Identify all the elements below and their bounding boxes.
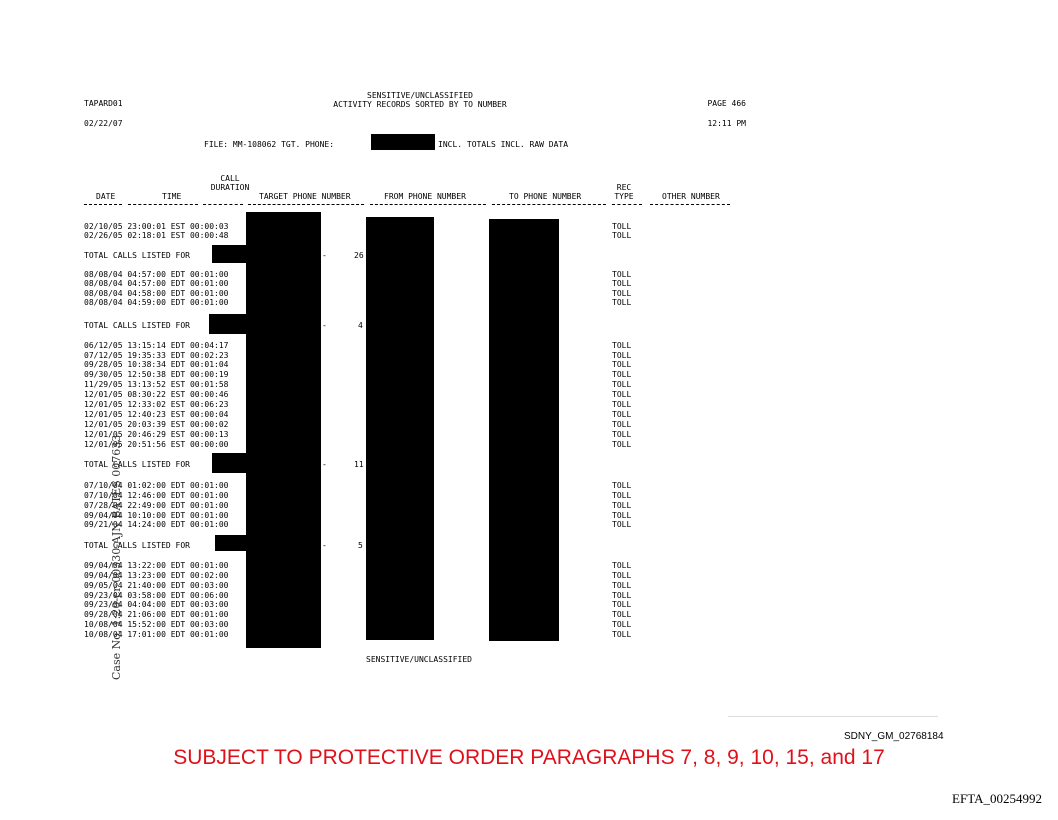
call-row: 08/08/04 04:57:00 EDT 00:01:00 — [84, 279, 229, 288]
rec-type: TOLL — [612, 420, 632, 429]
call-row: 12/01/05 08:30:22 EST 00:00:46 — [84, 390, 229, 399]
rec-type: TOLL — [612, 630, 632, 639]
protective-order-notice: SUBJECT TO PROTECTIVE ORDER PARAGRAPHS 7, 8, 9, 10, 15, and 17 — [173, 746, 885, 769]
redaction-target-phone-column — [246, 212, 321, 648]
rule-duration — [203, 204, 243, 205]
efta-number: EFTA_00254992 — [952, 791, 1042, 806]
rec-type: TOLL — [612, 440, 632, 449]
call-row: 09/28/04 21:06:00 EDT 00:01:00 — [84, 610, 229, 619]
call-row: 09/21/04 14:24:00 EDT 00:01:00 — [84, 520, 229, 529]
rec-type: TOLL — [612, 370, 632, 379]
call-row: 12/01/05 12:40:23 EST 00:00:04 — [84, 410, 229, 419]
total-dash: - — [322, 251, 327, 260]
total-dash: - — [322, 541, 327, 550]
redaction-from-phone-column — [366, 217, 434, 640]
report-title: ACTIVITY RECORDS SORTED BY TO NUMBER — [333, 100, 507, 109]
rec-type: TOLL — [612, 360, 632, 369]
rec-type: TOLL — [612, 561, 632, 570]
rec-type: TOLL — [612, 222, 632, 231]
rec-type: TOLL — [612, 591, 632, 600]
rec-type: TOLL — [612, 410, 632, 419]
rec-type: TOLL — [612, 270, 632, 279]
rec-type: TOLL — [612, 380, 632, 389]
call-row: 10/08/04 17:01:00 EDT 00:01:00 — [84, 630, 229, 639]
rec-type: TOLL — [612, 279, 632, 288]
col-type: TYPE — [614, 192, 634, 201]
call-row: 08/08/04 04:58:00 EDT 00:01:00 — [84, 289, 229, 298]
total-count: 11 — [354, 460, 364, 469]
col-duration: DURATION — [210, 183, 250, 192]
doc-id: SDNY_GM_02768184 — [844, 731, 944, 742]
total-calls-label: TOTAL CALLS LISTED FOR — [84, 541, 190, 550]
col-target-phone: TARGET PHONE NUMBER — [259, 192, 351, 201]
total-count: 4 — [358, 321, 363, 330]
col-call: CALL — [220, 174, 240, 183]
call-row: 07/10/04 12:46:00 EDT 00:01:00 — [84, 491, 229, 500]
rec-type: TOLL — [612, 400, 632, 409]
signature-line — [728, 716, 938, 717]
call-row: 12/01/05 20:03:39 EST 00:00:02 — [84, 420, 229, 429]
rec-type: TOLL — [612, 571, 632, 580]
total-calls-label: TOTAL CALLS LISTED FOR — [84, 251, 190, 260]
call-row: 09/23/04 04:04:00 EDT 00:03:00 — [84, 600, 229, 609]
rec-type: TOLL — [612, 511, 632, 520]
rec-type: TOLL — [612, 341, 632, 350]
rec-type: TOLL — [612, 600, 632, 609]
rule-date — [84, 204, 122, 205]
file-line-prefix: FILE: MM-108062 TGT. PHONE: — [204, 140, 335, 149]
call-row: 09/04/04 13:23:00 EDT 00:02:00 — [84, 571, 229, 580]
redaction-to-phone-column — [489, 219, 559, 641]
rec-type: TOLL — [612, 390, 632, 399]
call-row: 09/28/05 10:38:34 EDT 00:01:04 — [84, 360, 229, 369]
rec-type: TOLL — [612, 298, 632, 307]
call-row: 12/01/05 20:46:29 EST 00:00:13 — [84, 430, 229, 439]
rec-type: TOLL — [612, 520, 632, 529]
rule-to — [492, 204, 606, 205]
report-date: 02/22/07 — [84, 119, 123, 128]
col-date: DATE — [96, 192, 116, 201]
rec-type: TOLL — [612, 430, 632, 439]
call-row: 06/12/05 13:15:14 EDT 00:04:17 — [84, 341, 229, 350]
rec-type: TOLL — [612, 231, 632, 240]
call-row: 07/10/04 01:02:00 EDT 00:01:00 — [84, 481, 229, 490]
call-row: 08/08/04 04:57:00 EDT 00:01:00 — [84, 270, 229, 279]
rec-type: TOLL — [612, 491, 632, 500]
rule-time — [128, 204, 198, 205]
col-rec: REC — [616, 183, 632, 192]
call-row: 09/04/04 13:22:00 EDT 00:01:00 — [84, 561, 229, 570]
col-other-number: OTHER NUMBER — [662, 192, 720, 201]
call-row: 07/28/04 22:49:00 EDT 00:01:00 — [84, 501, 229, 510]
call-row: 09/04/04 10:10:00 EDT 00:01:00 — [84, 511, 229, 520]
call-row: 11/29/05 13:13:52 EST 00:01:58 — [84, 380, 229, 389]
call-row: 09/30/05 12:50:38 EDT 00:00:19 — [84, 370, 229, 379]
rec-type: TOLL — [612, 581, 632, 590]
rec-type: TOLL — [612, 501, 632, 510]
header-classification: SENSITIVE/UNCLASSIFIED — [367, 91, 473, 100]
footer-classification: SENSITIVE/UNCLASSIFIED — [366, 655, 472, 664]
call-row: 08/08/04 04:59:00 EDT 00:01:00 — [84, 298, 229, 307]
redaction-total-number — [209, 314, 251, 334]
page-number: PAGE 466 — [707, 99, 746, 108]
file-line-suffix: INCL. TOTALS INCL. RAW DATA — [438, 140, 569, 149]
call-row: 09/05/04 21:40:00 EDT 00:03:00 — [84, 581, 229, 590]
call-row: 12/01/05 12:33:02 EST 00:06:23 — [84, 400, 229, 409]
total-count: 26 — [354, 251, 364, 260]
call-row: 02/10/05 23:00:01 EST 00:00:03 — [84, 222, 229, 231]
col-time: TIME — [162, 192, 182, 201]
rec-type: TOLL — [612, 351, 632, 360]
total-calls-label: TOTAL CALLS LISTED FOR — [84, 460, 190, 469]
rec-type: TOLL — [612, 481, 632, 490]
call-row: 12/01/05 20:51:56 EST 00:00:00 — [84, 440, 229, 449]
rule-from — [370, 204, 486, 205]
rule-other — [650, 204, 730, 205]
total-dash: - — [322, 321, 327, 330]
total-count: 5 — [358, 541, 363, 550]
report-id: TAPARD01 — [84, 99, 123, 108]
col-from-phone: FROM PHONE NUMBER — [384, 192, 466, 201]
rule-type — [612, 204, 642, 205]
margin-case-stamp: Case No. 1:20-cr-00330-AJN BATES 007633 — [110, 434, 123, 680]
call-row: 09/23/04 03:58:00 EDT 00:06:00 — [84, 591, 229, 600]
total-dash: - — [322, 460, 327, 469]
rec-type: TOLL — [612, 620, 632, 629]
total-calls-label: TOTAL CALLS LISTED FOR — [84, 321, 190, 330]
rec-type: TOLL — [612, 610, 632, 619]
rule-target — [248, 204, 364, 205]
report-time: 12:11 PM — [707, 119, 746, 128]
col-to-phone: TO PHONE NUMBER — [509, 192, 582, 201]
call-row: 07/12/05 19:35:33 EDT 00:02:23 — [84, 351, 229, 360]
rec-type: TOLL — [612, 289, 632, 298]
call-row: 02/26/05 02:18:01 EST 00:00:48 — [84, 231, 229, 240]
redaction-target-phone — [371, 134, 435, 150]
call-row: 10/08/04 15:52:00 EDT 00:03:00 — [84, 620, 229, 629]
